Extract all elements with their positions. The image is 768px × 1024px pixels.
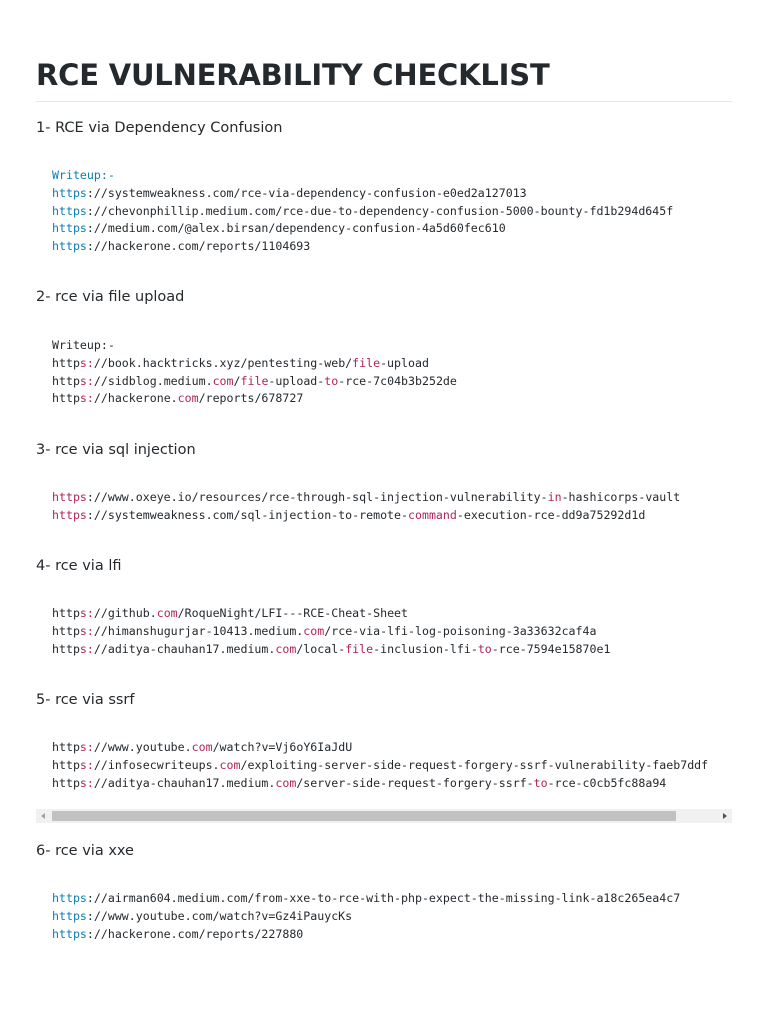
code-token: /reports/678727	[198, 391, 304, 406]
code-token: /watch?v=Vj6oY6IaJdU	[212, 740, 353, 754]
code-line	[52, 337, 768, 355]
code-token: https	[52, 507, 87, 522]
code-line	[52, 908, 768, 926]
code-block-4	[36, 605, 768, 658]
code-token: file	[345, 641, 374, 656]
code-token: https	[52, 891, 87, 905]
code-token: https	[52, 926, 87, 941]
code-line	[52, 489, 768, 507]
code-block-6	[36, 890, 768, 943]
code-line	[52, 739, 732, 757]
code-token: com	[156, 606, 178, 620]
code-token: file	[352, 355, 381, 370]
page-title: RCE VULNERABILITY CHECKLIST	[36, 0, 732, 102]
code-block	[36, 739, 732, 792]
code-token: //infosecwriteups.	[93, 757, 220, 772]
code-token: com	[177, 391, 199, 406]
code-token: ://www.oxeye.io/resources/rce-through-sql-injection-vulnerability-	[86, 490, 548, 504]
code-token: http	[52, 757, 80, 772]
code-token: Writeup:-	[52, 338, 115, 352]
code-line	[52, 890, 768, 908]
section-heading: 6- rce via xxe	[36, 843, 134, 859]
code-line	[52, 390, 768, 408]
code-token: s:	[79, 623, 94, 638]
code-token: s:	[79, 355, 94, 370]
code-token: command	[408, 507, 457, 522]
code-token: ://chevonphillip.medium.com/rce-due-to-dependency-confusion-5000-bounty-fd1b294d645f	[86, 203, 674, 218]
code-token: ://www.youtube.com/watch?v=Gz4iPauycKs	[86, 908, 353, 923]
code-token: file	[240, 373, 269, 388]
scroll-left-arrow-icon[interactable]	[36, 809, 50, 823]
code-block	[36, 337, 768, 408]
code-line	[52, 185, 768, 203]
section-heading: 1- RCE via Dependency Confusion	[36, 120, 283, 136]
code-token: ://hackerone.com/reports/227880	[86, 926, 304, 941]
code-token: Writeup:-	[52, 168, 115, 182]
code-block-1	[36, 167, 768, 256]
code-line	[52, 373, 768, 391]
code-token: ://hackerone.com/reports/1104693	[86, 239, 311, 254]
code-token: ://systemweakness.com/rce-via-dependency-confusion-e0ed2a127013	[86, 185, 527, 200]
code-block	[36, 890, 768, 943]
section-heading: 2- rce via file upload	[36, 289, 185, 305]
code-token: com	[212, 373, 234, 388]
code-line	[52, 641, 768, 659]
code-token: /rce-via-lfi-log-poisoning-3a33632caf4a	[324, 623, 597, 638]
code-token: to	[533, 775, 548, 790]
code-token: http	[52, 606, 80, 620]
code-line	[52, 507, 768, 525]
code-block	[36, 489, 768, 525]
code-token: s:	[79, 740, 94, 754]
code-block-3	[36, 489, 768, 525]
code-line	[52, 167, 768, 185]
code-token: -upload-	[268, 373, 325, 388]
code-token: http	[52, 355, 80, 370]
code-line	[52, 926, 768, 944]
code-token: https	[52, 185, 87, 200]
section-heading: 3- rce via sql injection	[36, 442, 196, 458]
section-2	[36, 287, 768, 307]
code-line	[52, 203, 768, 221]
code-token: com	[275, 775, 297, 790]
section-1	[36, 118, 768, 138]
code-token: to	[324, 373, 339, 388]
code-token: https	[52, 239, 87, 254]
code-token: https	[52, 203, 87, 218]
code-token: -inclusion-lfi-	[373, 641, 478, 656]
section-heading: 4- rce via lfi	[36, 558, 122, 574]
section-4	[36, 556, 768, 576]
scroll-right-arrow-icon[interactable]	[718, 809, 732, 823]
code-token: //aditya-chauhan17.medium.	[93, 775, 276, 790]
code-token: ://medium.com/@alex.birsan/dependency-confusion-4a5d60fec610	[86, 221, 506, 236]
code-token: -upload	[380, 355, 429, 370]
code-token: ://airman604.medium.com/from-xxe-to-rce-with-php-expect-the-missing-link-a18c265ea4c7	[86, 891, 681, 905]
code-token: https	[52, 221, 87, 236]
code-token: com	[303, 623, 325, 638]
section-3	[36, 440, 768, 460]
code-token: http	[52, 623, 80, 638]
code-token: //aditya-chauhan17.medium.	[93, 641, 276, 656]
code-token: ://systemweakness.com/sql-injection-to-remote-	[86, 507, 408, 522]
code-token: //github.	[93, 606, 157, 620]
code-token: http	[52, 641, 80, 656]
code-token: in	[547, 490, 562, 504]
code-token: //sidblog.medium.	[93, 373, 213, 388]
code-token: -execution-rce-dd9a75292d1d	[456, 507, 646, 522]
code-token: //himanshugurjar-10413.medium.	[93, 623, 304, 638]
code-token: to	[477, 641, 492, 656]
horizontal-scrollbar[interactable]	[36, 809, 732, 823]
section-6	[36, 841, 768, 861]
code-line	[52, 355, 768, 373]
code-token: http	[52, 391, 80, 406]
code-block-5	[36, 739, 732, 792]
section-5	[36, 690, 768, 710]
code-token: -rce-7594e15870e1	[491, 641, 611, 656]
code-token: /RoqueNight/LFI---RCE-Cheat-Sheet	[177, 606, 409, 620]
code-token: -rce-7c04b3b252de	[338, 373, 457, 388]
scrollbar-thumb[interactable]	[52, 811, 676, 821]
code-line	[52, 605, 768, 623]
code-token: /	[233, 373, 241, 388]
code-line	[52, 238, 768, 256]
code-token: s:	[79, 757, 94, 772]
code-token: //book.hacktricks.xyz/pentesting-web/	[93, 355, 353, 370]
code-token: com	[275, 641, 297, 656]
code-token: s:	[79, 775, 94, 790]
code-token: com	[191, 740, 213, 754]
code-line	[52, 775, 732, 793]
code-token: -rce-c0cb5fc88a94	[547, 775, 667, 790]
code-token: -hashicorps-vault	[561, 490, 681, 504]
code-token: https	[52, 490, 87, 504]
code-token: s:	[79, 373, 94, 388]
code-token: com	[219, 757, 241, 772]
code-block	[36, 167, 768, 256]
code-token: http	[52, 740, 80, 754]
code-token: s:	[79, 606, 94, 620]
code-token: http	[52, 775, 80, 790]
code-token: //hackerone.	[93, 391, 178, 406]
code-token: s:	[79, 641, 94, 656]
section-heading: 5- rce via ssrf	[36, 692, 135, 708]
code-token: http	[52, 373, 80, 388]
code-block	[36, 605, 768, 658]
code-line	[52, 623, 768, 641]
code-token: //www.youtube.	[93, 740, 192, 754]
code-token: https	[52, 908, 87, 923]
code-token: /local-	[296, 641, 346, 656]
code-line	[52, 220, 768, 238]
code-block-2	[36, 337, 768, 408]
code-token: /exploiting-server-side-request-forgery-ssrf-vulnerability-faeb7ddf	[240, 757, 709, 772]
code-line	[52, 757, 732, 775]
code-token: s:	[79, 391, 94, 406]
code-token: /server-side-request-forgery-ssrf-	[296, 775, 534, 790]
